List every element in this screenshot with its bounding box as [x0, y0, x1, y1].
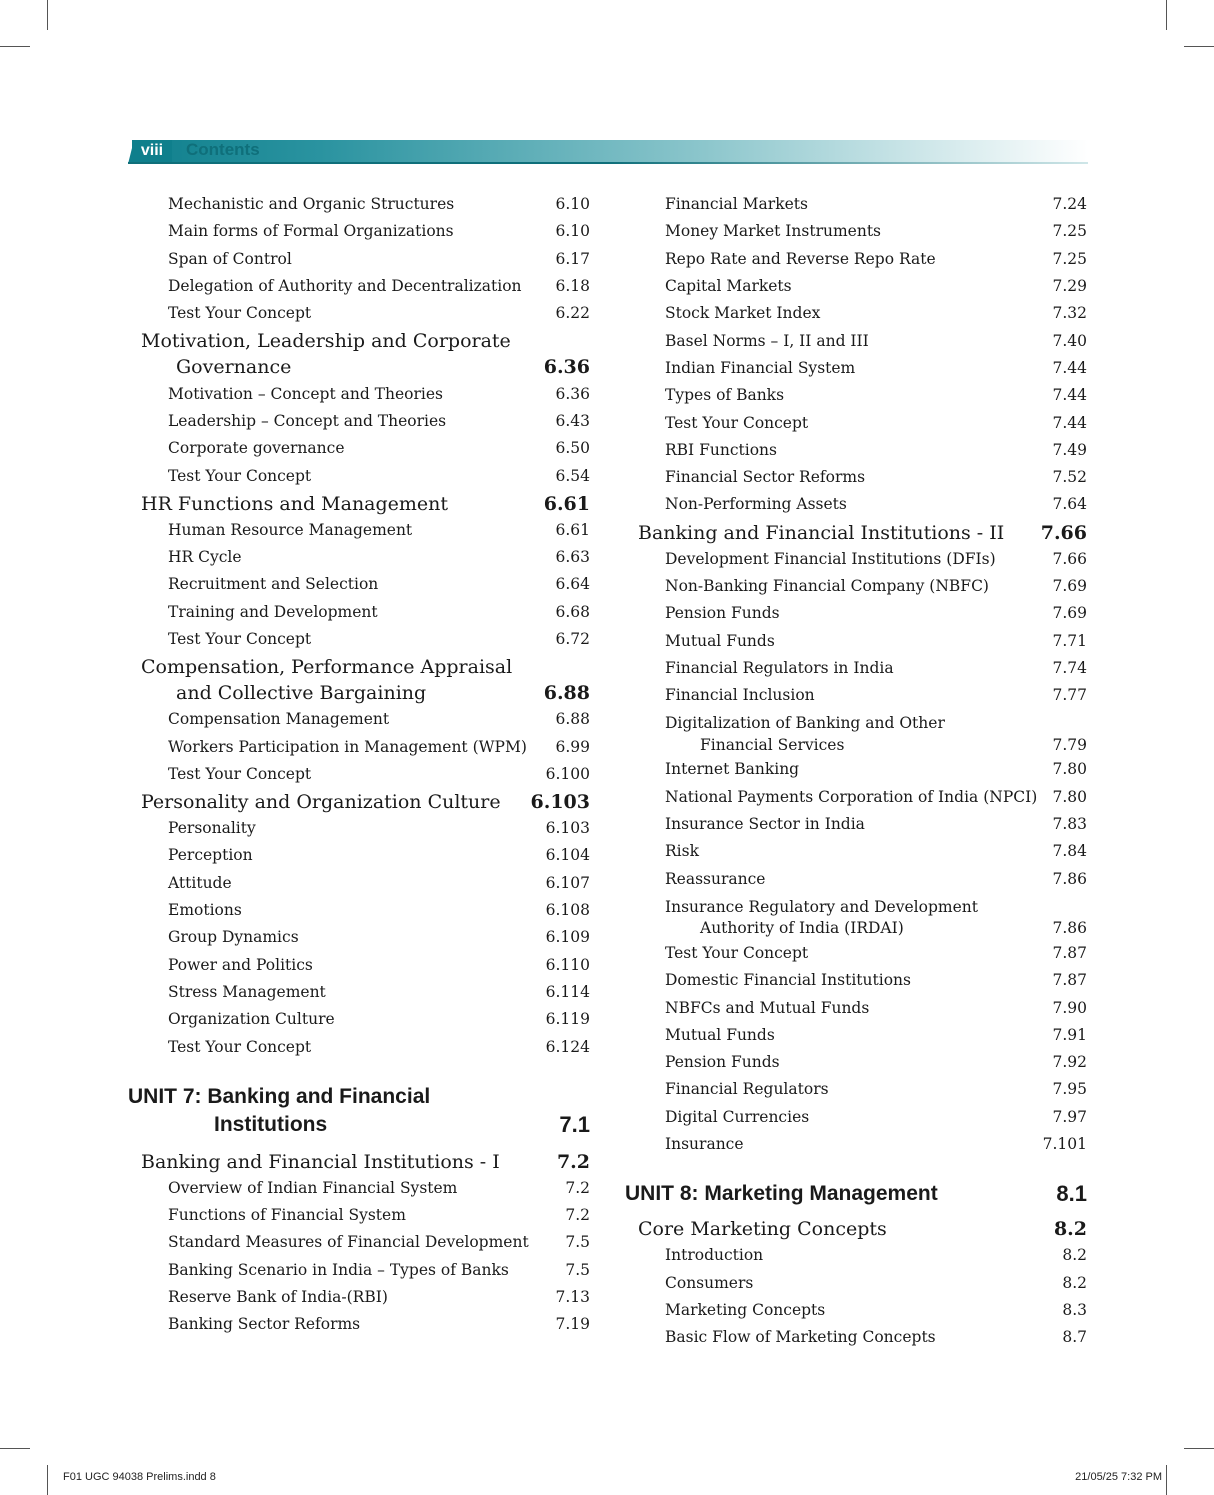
toc-entry-page: 7.49 — [1052, 440, 1087, 459]
toc-entry-page: 7.2 — [565, 1206, 590, 1225]
header-rule — [128, 162, 1088, 164]
toc-entry-title: Test Your Concept — [665, 943, 809, 962]
toc-entry-page: 7.86 — [1052, 919, 1087, 938]
toc-entry-page: 6.114 — [545, 982, 590, 1001]
toc-entry-title: Test Your Concept — [665, 413, 809, 432]
toc-entry[interactable] — [128, 462, 590, 489]
toc-entry-page: 6.103 — [545, 819, 590, 838]
toc-entry[interactable] — [128, 1202, 590, 1229]
crop-mark — [1184, 46, 1214, 47]
toc-entry-title: Types of Banks — [665, 386, 785, 405]
toc-entry-page: 7.44 — [1052, 358, 1087, 377]
toc-entry-title: Non-Performing Assets — [665, 495, 847, 514]
toc-entry[interactable] — [625, 1104, 1087, 1131]
toc-entry-page: 7.2 — [565, 1178, 590, 1197]
toc-entry[interactable] — [625, 573, 1087, 600]
toc-entry-title: Non-Banking Financial Company (NBFC) — [665, 577, 989, 595]
toc-entry-title: Workers Participation in Management (WPM) — [168, 737, 527, 756]
toc-entry[interactable] — [625, 682, 1087, 709]
toc-entry[interactable] — [625, 600, 1087, 627]
toc-entry[interactable] — [128, 815, 590, 842]
toc-entry-title: Stock Market Index — [665, 304, 821, 323]
toc-entry[interactable] — [625, 940, 1087, 967]
toc-entry-title: Introduction — [665, 1246, 764, 1265]
toc-entry[interactable] — [625, 1297, 1087, 1324]
toc-entry[interactable] — [128, 979, 590, 1006]
toc-entry-page: 7.64 — [1052, 495, 1087, 514]
toc-entry-page: 7.80 — [1052, 760, 1087, 779]
toc-entry-title: Mutual Funds — [665, 631, 775, 650]
toc-section[interactable] — [128, 654, 590, 706]
toc-entry-page: 7.80 — [1052, 787, 1087, 806]
toc-section-title: Compensation, Performance Appraisal — [141, 656, 513, 679]
toc-entry-page: 7.92 — [1052, 1053, 1087, 1072]
toc-entry-page: 7.44 — [1052, 413, 1087, 432]
toc-entry-page: 7.83 — [1052, 815, 1087, 834]
toc-entry[interactable] — [625, 273, 1087, 300]
toc-entry-title: HR Cycle — [168, 548, 242, 567]
toc-entry[interactable] — [625, 218, 1087, 245]
toc-entry-title: Basel Norms – I, II and III — [665, 331, 869, 350]
toc-entry[interactable] — [625, 300, 1087, 327]
toc-section-page: 7.66 — [1040, 521, 1087, 544]
toc-entry-title: Insurance Regulatory and Development — [665, 897, 978, 916]
toc-unit-page: 7.1 — [559, 1111, 590, 1137]
toc-entry[interactable] — [128, 1229, 590, 1256]
toc-entry-title: Digital Currencies — [665, 1107, 810, 1126]
toc-section-title: HR Functions and Management — [141, 492, 449, 515]
toc-list — [625, 1242, 1087, 1351]
toc-section-page: 7.2 — [556, 1150, 590, 1173]
toc-entry-title: Indian Financial System — [665, 358, 856, 377]
toc-entry-page: 6.10 — [555, 222, 590, 241]
crop-mark — [1184, 1448, 1214, 1449]
toc-entry-page: 6.50 — [555, 439, 590, 458]
toc-entry[interactable] — [128, 408, 590, 435]
toc-entry[interactable] — [128, 1033, 590, 1060]
footer-filename: F01 UGC 94038 Prelims.indd 8 — [63, 1471, 216, 1483]
toc-section[interactable] — [128, 491, 590, 517]
toc-list — [128, 1175, 590, 1339]
toc-entry-page: 7.13 — [555, 1288, 590, 1307]
toc-entry[interactable] — [625, 437, 1087, 464]
toc-entry[interactable] — [625, 866, 1087, 893]
crop-mark — [47, 1465, 48, 1495]
toc-entry-page: 8.7 — [1062, 1328, 1087, 1347]
toc-entry[interactable] — [128, 706, 590, 733]
toc-unit[interactable] — [128, 1083, 590, 1139]
toc-entry-title: Main forms of Formal Organizations — [168, 222, 454, 241]
crop-mark — [1166, 1465, 1167, 1495]
toc-entry-title: Money Market Instruments — [665, 222, 882, 241]
toc-section-title: Core Marketing Concepts — [638, 1218, 887, 1241]
toc-entry-page: 7.91 — [1052, 1025, 1087, 1044]
toc-entry-page: 6.107 — [545, 873, 590, 892]
toc-entry-page: 6.100 — [545, 764, 590, 783]
toc-entry-title: Test Your Concept — [168, 764, 312, 783]
toc-entry[interactable] — [128, 273, 590, 300]
toc-entry[interactable] — [128, 924, 590, 951]
toc-unit-title-cont: Institutions — [214, 1112, 328, 1136]
toc-entry-title: Test Your Concept — [168, 630, 312, 648]
toc-section[interactable] — [625, 520, 1087, 546]
toc-entry-title: Basic Flow of Marketing Concepts — [665, 1328, 936, 1347]
toc-entry-page: 7.79 — [1052, 735, 1087, 754]
toc-entry[interactable] — [128, 897, 590, 924]
toc-entry-page: 8.2 — [1062, 1246, 1087, 1265]
toc-entry-page: 6.124 — [545, 1037, 590, 1056]
toc-section-title-cont: Governance — [176, 356, 292, 379]
toc-list — [625, 940, 1087, 1158]
toc-entry-page: 6.36 — [555, 384, 590, 403]
toc-entry[interactable] — [625, 491, 1087, 518]
toc-entry-title: Mechanistic and Organic Structures — [168, 195, 455, 214]
toc-entry-title-cont: Authority of India (IRDAI) — [700, 919, 904, 938]
toc-entry[interactable] — [128, 1257, 590, 1284]
footer-timestamp: 21/05/25 7:32 PM — [1075, 1471, 1162, 1483]
toc-unit-title: UNIT 8: Marketing Management — [625, 1182, 938, 1206]
toc-entry[interactable] — [128, 952, 590, 979]
toc-entry-title: Test Your Concept — [168, 304, 312, 323]
toc-entry-page: 6.43 — [555, 411, 590, 430]
toc-entry[interactable] — [128, 733, 590, 760]
toc-entry[interactable] — [625, 756, 1087, 783]
toc-entry[interactable] — [625, 409, 1087, 436]
toc-entry-title-cont: Financial Services — [700, 735, 845, 754]
toc-entry-page: 6.64 — [555, 575, 590, 594]
toc-entry[interactable] — [128, 842, 590, 869]
toc-entry-title: Power and Politics — [168, 955, 313, 974]
toc-entry-title: Attitude — [168, 873, 232, 892]
toc-entry[interactable] — [625, 1022, 1087, 1049]
toc-entry-page: 7.24 — [1052, 195, 1087, 214]
toc-section-title-cont: and Collective Bargaining — [176, 682, 427, 705]
toc-entry[interactable] — [128, 571, 590, 598]
toc-entry-title: Span of Control — [168, 249, 292, 268]
toc-entry-title: Banking Sector Reforms — [168, 1315, 361, 1334]
toc-entry-page: 7.5 — [565, 1260, 590, 1279]
toc-list — [625, 546, 1087, 710]
toc-entry-page: 7.19 — [555, 1315, 590, 1334]
toc-section-title: Banking and Financial Institutions - I — [141, 1150, 500, 1173]
toc-entry-title: Reserve Bank of India-(RBI) — [168, 1288, 388, 1307]
toc-list — [625, 191, 1087, 519]
toc-entry-title: Personality — [168, 819, 256, 838]
crop-mark — [47, 0, 48, 30]
toc-unit-page: 8.1 — [1056, 1181, 1087, 1207]
crop-mark — [1166, 0, 1167, 30]
toc-entry-title: Delegation of Authority and Decentralization — [168, 277, 522, 296]
toc-entry[interactable] — [625, 967, 1087, 994]
toc-entry[interactable] — [128, 761, 590, 788]
toc-entry[interactable] — [625, 784, 1087, 811]
toc-entry-page: 7.86 — [1052, 869, 1087, 888]
toc-entry-page: 7.5 — [565, 1233, 590, 1252]
toc-entry-page: 7.32 — [1052, 304, 1087, 323]
toc-entry-page: 7.95 — [1052, 1080, 1087, 1099]
toc-entry[interactable] — [625, 1324, 1087, 1351]
toc-entry-page: 7.40 — [1052, 331, 1087, 350]
toc-entry-title: Reassurance — [665, 869, 766, 888]
toc-entry-page: 7.25 — [1052, 249, 1087, 268]
toc-entry[interactable] — [128, 517, 590, 544]
crop-mark — [0, 46, 30, 47]
toc-entry[interactable] — [625, 382, 1087, 409]
toc-entry-page: 6.110 — [545, 955, 590, 974]
toc-entry[interactable] — [625, 327, 1087, 354]
toc-list — [128, 815, 590, 1061]
toc-entry-page: 7.69 — [1052, 577, 1087, 595]
toc-entry[interactable] — [625, 246, 1087, 273]
toc-entry-title: Emotions — [168, 901, 242, 920]
toc-entry-page: 7.69 — [1052, 604, 1087, 623]
toc-entry[interactable] — [625, 655, 1087, 682]
toc-section-title: Banking and Financial Institutions - II — [638, 521, 1005, 544]
toc-entry[interactable] — [625, 627, 1087, 654]
toc-entry-title: Repo Rate and Reverse Repo Rate — [665, 249, 936, 268]
toc-entry-page: 7.25 — [1052, 222, 1087, 241]
toc-entry-page: 6.18 — [555, 277, 590, 296]
toc-entry-page: 6.61 — [555, 520, 590, 539]
toc-entry[interactable] — [625, 897, 1087, 940]
toc-section-title: Motivation, Leadership and Corporate — [141, 330, 511, 353]
header-band — [128, 140, 1088, 164]
toc-section-page: 6.103 — [530, 791, 590, 814]
toc-section[interactable] — [625, 1216, 1087, 1242]
toc-entry[interactable] — [625, 713, 1087, 756]
toc-entry[interactable] — [625, 1270, 1087, 1297]
toc-right-column — [625, 191, 1087, 1351]
toc-entry-title: Test Your Concept — [168, 1037, 312, 1056]
toc-entry-title: Internet Banking — [665, 760, 800, 779]
toc-entry[interactable] — [128, 435, 590, 462]
toc-entry-title: Insurance Sector in India — [665, 815, 865, 834]
toc-entry-title: Pension Funds — [665, 1053, 780, 1072]
toc-entry[interactable] — [128, 599, 590, 626]
toc-entry-page: 6.10 — [555, 195, 590, 214]
toc-entry[interactable] — [625, 1076, 1087, 1103]
toc-entry-title: Group Dynamics — [168, 928, 299, 947]
toc-entry-title: Recruitment and Selection — [168, 575, 379, 594]
toc-entry-title: National Payments Corporation of India (NPCI) — [665, 787, 1038, 806]
toc-entry[interactable] — [625, 1049, 1087, 1076]
toc-entry-title: Human Resource Management — [168, 520, 413, 539]
toc-entry[interactable] — [625, 811, 1087, 838]
toc-section-page: 6.61 — [543, 492, 590, 515]
toc-entry-title: Test Your Concept — [168, 466, 312, 485]
toc-entry-page: 7.44 — [1052, 386, 1087, 405]
toc-entry-title: Stress Management — [168, 982, 326, 1001]
toc-entry-title: Capital Markets — [665, 277, 792, 296]
toc-entry-page: 7.29 — [1052, 277, 1087, 296]
toc-entry-title: Financial Regulators — [665, 1080, 829, 1099]
toc-entry[interactable] — [128, 246, 590, 273]
toc-unit[interactable] — [625, 1180, 1087, 1208]
toc-entry-title: Leadership – Concept and Theories — [168, 411, 447, 430]
toc-entry[interactable] — [128, 191, 590, 218]
toc-entry[interactable] — [128, 1311, 590, 1338]
toc-entry-page: 6.99 — [555, 737, 590, 756]
toc-entry-page: 6.119 — [545, 1010, 590, 1029]
toc-list — [625, 756, 1087, 892]
page-number-label: viii — [132, 140, 172, 162]
toc-entry-title: Development Financial Institutions (DFIs) — [665, 549, 996, 568]
toc-entry-page: 7.101 — [1042, 1135, 1087, 1154]
toc-entry-page: 6.72 — [555, 630, 590, 648]
toc-entry-title: Financial Regulators in India — [665, 658, 894, 677]
toc-entry-page: 6.109 — [545, 928, 590, 947]
toc-entry[interactable] — [625, 355, 1087, 382]
toc-section-page: 8.2 — [1053, 1218, 1087, 1241]
toc-entry[interactable] — [625, 1242, 1087, 1269]
toc-entry-page: 6.88 — [555, 710, 590, 729]
toc-entry-title: Consumers — [665, 1273, 754, 1292]
toc-entry-title: Banking Scenario in India – Types of Banks — [168, 1260, 509, 1279]
toc-entry-page: 6.68 — [555, 602, 590, 621]
crop-mark — [0, 1448, 30, 1449]
toc-entry-title: Pension Funds — [665, 604, 780, 623]
toc-entry[interactable] — [128, 626, 590, 653]
toc-entry-title: RBI Functions — [665, 440, 777, 459]
toc-entry-title: Financial Markets — [665, 195, 808, 214]
toc-entry-page: 7.87 — [1052, 971, 1087, 990]
toc-entry[interactable] — [128, 380, 590, 407]
toc-entry[interactable] — [625, 1131, 1087, 1158]
toc-entry-page: 7.77 — [1052, 686, 1087, 705]
toc-entry[interactable] — [625, 994, 1087, 1021]
toc-entry-title: Digitalization of Banking and Other — [665, 714, 945, 733]
toc-entry[interactable] — [128, 300, 590, 327]
toc-unit-title: UNIT 7: Banking and Financial — [128, 1084, 431, 1108]
toc-entry-page: 6.63 — [555, 548, 590, 567]
toc-section-title: Personality and Organization Culture — [141, 791, 501, 814]
toc-entry-page: 7.66 — [1052, 549, 1087, 568]
toc-entry-title: Domestic Financial Institutions — [665, 971, 911, 990]
toc-entry-page: 7.74 — [1052, 658, 1087, 677]
toc-entry-title: Functions of Financial System — [168, 1206, 406, 1225]
toc-section[interactable] — [128, 1149, 590, 1175]
toc-entry[interactable] — [128, 1284, 590, 1311]
toc-entry-page: 7.52 — [1052, 468, 1087, 487]
toc-entry[interactable] — [625, 191, 1087, 218]
toc-entry-title: Marketing Concepts — [665, 1300, 826, 1319]
toc-list — [128, 380, 590, 489]
toc-entry[interactable] — [625, 464, 1087, 491]
toc-entry[interactable] — [128, 1175, 590, 1202]
toc-entry[interactable] — [128, 544, 590, 571]
toc-entry-title: Organization Culture — [168, 1010, 335, 1029]
toc-entry-page: 6.17 — [555, 249, 590, 268]
toc-section[interactable] — [128, 789, 590, 815]
toc-entry-page: 6.54 — [555, 466, 590, 485]
toc-entry[interactable] — [128, 870, 590, 897]
toc-entry-title: Mutual Funds — [665, 1025, 775, 1044]
toc-entry-page: 8.3 — [1062, 1300, 1087, 1319]
toc-entry[interactable] — [625, 838, 1087, 865]
toc-section-page: 6.88 — [543, 682, 590, 705]
toc-entry-title: Standard Measures of Financial Development — [168, 1233, 529, 1252]
toc-entry-title: Compensation Management — [168, 710, 390, 729]
toc-entry-title: Training and Development — [168, 602, 378, 621]
toc-left-column — [128, 191, 590, 1339]
toc-entry-page: 7.87 — [1052, 943, 1087, 962]
page-title: Contents — [186, 140, 260, 159]
toc-entry-page: 7.90 — [1052, 998, 1087, 1017]
toc-entry-page: 7.97 — [1052, 1107, 1087, 1126]
toc-entry[interactable] — [128, 218, 590, 245]
toc-entry[interactable] — [128, 1006, 590, 1033]
toc-entry-title: Financial Sector Reforms — [665, 468, 866, 487]
toc-list — [128, 706, 590, 788]
toc-entry-title: Insurance — [665, 1135, 744, 1154]
toc-section[interactable] — [128, 328, 590, 380]
toc-entry-title: Motivation – Concept and Theories — [168, 384, 443, 403]
toc-entry-page: 6.104 — [545, 846, 590, 865]
toc-entry-title: Corporate governance — [168, 439, 345, 458]
toc-list — [128, 517, 590, 653]
toc-list — [128, 191, 590, 327]
toc-entry[interactable] — [625, 546, 1087, 573]
toc-entry-page: 6.22 — [555, 304, 590, 323]
toc-entry-title: Financial Inclusion — [665, 686, 815, 705]
toc-entry-page: 8.2 — [1062, 1273, 1087, 1292]
toc-entry-title: Risk — [665, 842, 699, 861]
toc-entry-title: Overview of Indian Financial System — [168, 1178, 458, 1197]
toc-section-page: 6.36 — [543, 356, 590, 379]
toc-entry-page: 7.84 — [1052, 842, 1087, 861]
toc-entry-page: 7.71 — [1052, 631, 1087, 650]
toc-entry-title: NBFCs and Mutual Funds — [665, 998, 870, 1017]
toc-entry-page: 6.108 — [545, 901, 590, 920]
toc-entry-title: Perception — [168, 846, 253, 865]
